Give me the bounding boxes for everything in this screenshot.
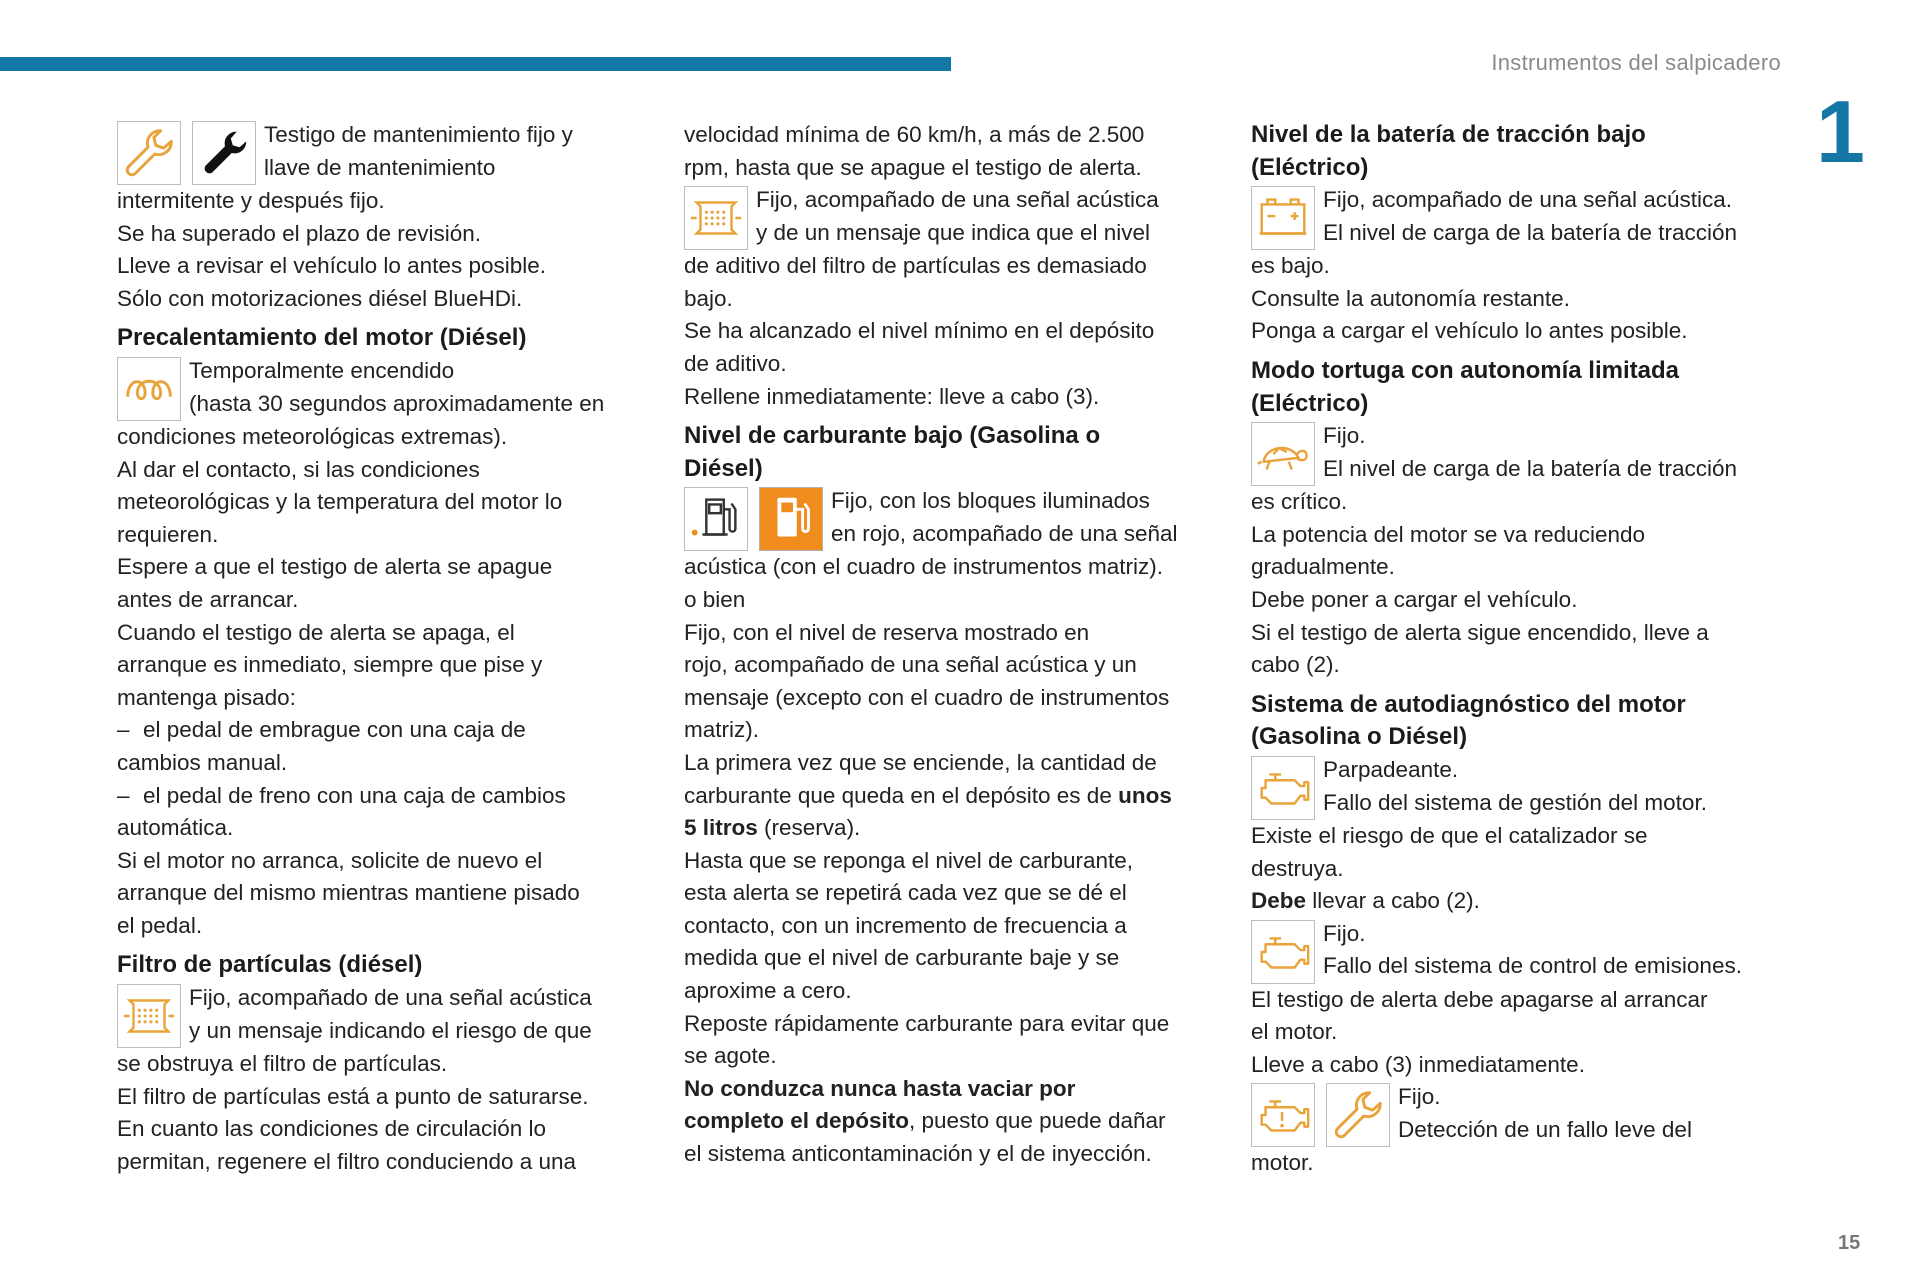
text-line: 5 litros (reserva).: [684, 815, 861, 841]
text-line: intermitente y después fijo.: [117, 188, 385, 213]
text-line: Fijo, acompañado de una señal acústica.: [1323, 187, 1733, 213]
chapter-number: 1: [1816, 82, 1865, 181]
text-line: Hasta que se reponga el nivel de carburante,: [684, 847, 1134, 873]
text-line: El testigo de alerta debe apagarse al arrancar: [1251, 986, 1708, 1012]
text-line: requieren.: [117, 521, 219, 547]
text-line: rpm, hasta que se apague el testigo de alerta.: [684, 154, 1142, 180]
text-line: La potencia del motor se va reduciendo: [1251, 521, 1646, 547]
text-line: Detección de un fallo leve del: [1398, 1117, 1692, 1143]
text-line: Fijo, con el nivel de reserva mostrado en: [684, 619, 1090, 645]
text-line: Existe el riesgo de que el catalizador se: [1251, 822, 1648, 848]
text-line: de aditivo.: [684, 350, 787, 376]
text-line: y de un mensaje que indica que el nivel: [756, 219, 1151, 245]
turtle-icons: [1251, 422, 1315, 486]
text-line: Reposte rápidamente carburante para evitar que: [684, 1010, 1170, 1036]
text-line: Rellene inmediatamente: lleve a cabo (3).: [684, 383, 1100, 409]
text-line: rojo, acompañado de una señal acústica y un: [684, 652, 1137, 678]
text-line: No conduzca nunca hasta vaciar por: [684, 1075, 1076, 1101]
text-line: Debe llevar a cabo (2).: [1251, 888, 1480, 914]
engine-icon: [1251, 756, 1315, 820]
text-line: permitan, regenere el filtro conduciendo a una: [117, 1148, 577, 1174]
battery-low-icon: [1251, 186, 1315, 250]
text-line: en rojo, acompañado de una señal: [831, 520, 1178, 546]
text-line: Fallo del sistema de control de emisiones.: [1323, 953, 1742, 979]
text-line: el pedal.: [117, 912, 203, 938]
text-line: se agote.: [684, 1043, 777, 1069]
column-2: [684, 119, 1219, 1171]
text-line: destruya.: [1251, 855, 1344, 881]
text-line: mensaje (excepto con el cuadro de instrumentos: [684, 684, 1170, 710]
column-1: [117, 119, 652, 1178]
particle-filter-icon: [684, 186, 748, 250]
wrench-outline-icon: [1326, 1083, 1390, 1147]
text-line: cabo (2).: [1251, 652, 1340, 678]
heading-battery-low: Nivel de la batería de tracción bajo (Eléctrico): [1251, 121, 1646, 181]
obd-fixed-icons: [1251, 920, 1315, 984]
text-line: o bien: [684, 586, 746, 612]
text-line: es crítico.: [1251, 489, 1348, 515]
text-line: completo el depósito, puesto que puede dañar: [684, 1108, 1166, 1134]
heading-fuel-low: Nivel de carburante bajo (Gasolina o Diésel): [684, 422, 1101, 482]
fuel-icons: [684, 487, 823, 551]
text-line: antes de arrancar.: [117, 586, 299, 612]
text-line: acústica (con el cuadro de instrumentos matriz).: [684, 554, 1163, 580]
fuel-pump-outline-icon: [684, 487, 748, 551]
text-line: Se ha alcanzado el nivel mínimo en el depósito: [684, 318, 1155, 344]
minor-fault-icons: [1251, 1083, 1390, 1147]
text-line: de aditivo del filtro de partículas es demasiado: [684, 253, 1147, 279]
heading-engine-diagnostics: Sistema de autodiagnóstico del motor (Gasolina o Diésel): [1251, 690, 1686, 751]
text-line: Parpadeante.: [1323, 756, 1459, 782]
glow-plug-icon: [117, 357, 181, 421]
text-line: automática.: [117, 815, 234, 841]
text-line: Consulte la autonomía restante.: [1251, 285, 1570, 311]
text-line: Fijo, con los bloques iluminados: [831, 488, 1150, 514]
text-line: Se ha superado el plazo de revisión.: [117, 220, 481, 246]
text-line: Si el motor no arranca, solicite de nuevo el: [117, 847, 543, 873]
text-line: Sólo con motorizaciones diésel BlueHDi.: [117, 285, 523, 311]
engine-icon: [1251, 920, 1315, 984]
text-line: Fijo, acompañado de una señal acústica: [756, 187, 1159, 213]
text-line: bajo.: [684, 285, 733, 311]
text-line: el sistema anticontaminación y el de inyección.: [684, 1141, 1152, 1167]
text-line: arranque es inmediato, siempre que pise y: [117, 652, 543, 678]
text-line: El nivel de carga de la batería de tracción: [1323, 455, 1737, 481]
text-line: Fijo.: [1323, 423, 1366, 449]
text-line: el motor.: [1251, 1019, 1338, 1045]
text-line: (hasta 30 segundos aproximadamente en: [189, 390, 605, 416]
fuel-pump-orange-icon: [759, 487, 823, 551]
particle-filter-icon: [117, 984, 181, 1048]
text-line: aproxime a cero.: [684, 978, 852, 1004]
text-line: llave de mantenimiento: [264, 154, 496, 180]
list-item: – el pedal de freno con una caja de cambios: [117, 780, 652, 813]
text-line: Lleve a cabo (3) inmediatamente.: [1251, 1051, 1585, 1077]
page-number: 15: [1838, 1232, 1861, 1254]
wrench-outline-icon: [117, 121, 181, 185]
text-line: y un mensaje indicando el riesgo de que: [189, 1017, 592, 1043]
text-line: El nivel de carga de la batería de tracción: [1323, 219, 1737, 245]
section-title: Instrumentos del salpicadero: [1491, 50, 1781, 75]
text-line: Temporalmente encendido: [189, 357, 455, 383]
list-item: – el pedal de embrague con una caja de: [117, 714, 652, 747]
text-line: se obstruya el filtro de partículas.: [117, 1051, 448, 1077]
text-line: Fallo del sistema de gestión del motor.: [1323, 789, 1707, 815]
column-3: [1251, 119, 1786, 1180]
text-line: Cuando el testigo de alerta se apaga, el: [117, 619, 515, 645]
text-line: condiciones meteorológicas extremas).: [117, 423, 508, 449]
text-line: cambios manual.: [117, 749, 288, 775]
text-line: gradualmente.: [1251, 554, 1395, 580]
text-line: Fijo.: [1398, 1084, 1441, 1110]
dpf-icons: [117, 984, 181, 1048]
list-dash: –: [117, 782, 130, 808]
text-line: Si el testigo de alerta sigue encendido, lleve a: [1251, 619, 1709, 645]
engine-alert-icon: [1251, 1083, 1315, 1147]
text-line: arranque del mismo mientras mantiene pisado: [117, 880, 580, 906]
preheat-icons: [117, 357, 181, 421]
obd-blink-icons: [1251, 756, 1315, 820]
text-line: En cuanto las condiciones de circulación lo: [117, 1116, 547, 1142]
heading-particle-filter: Filtro de partículas (diésel): [117, 951, 423, 979]
text-line: Al dar el contacto, si las condiciones: [117, 456, 480, 482]
text-line: esta alerta se repetirá cada vez que se dé el: [684, 880, 1127, 906]
text-line: medida que el nivel de carburante baje y se: [684, 945, 1120, 971]
text-line: motor.: [1251, 1150, 1314, 1176]
text-line: Lleve a revisar el vehículo lo antes posible.: [117, 253, 546, 279]
text-line: Testigo de mantenimiento fijo y: [264, 122, 573, 147]
text-line: Espere a que el testigo de alerta se apague: [117, 554, 553, 580]
text-line: velocidad mínima de 60 km/h, a más de 2.500: [684, 122, 1145, 147]
text-line: matriz).: [684, 717, 759, 743]
text-line: Fijo.: [1323, 920, 1366, 946]
heading-preheating: Precalentamiento del motor (Diésel): [117, 324, 527, 352]
text-line: es bajo.: [1251, 253, 1330, 279]
additive-icons: [684, 186, 748, 250]
text-line: Fijo, acompañado de una señal acústica: [189, 985, 592, 1011]
text-line: La primera vez que se enciende, la cantidad de: [684, 749, 1157, 775]
text-line: contacto, con un incremento de frecuencia a: [684, 912, 1127, 938]
wrench-solid-icon: [192, 121, 256, 185]
text-line: Ponga a cargar el vehículo lo antes posible.: [1251, 318, 1688, 344]
text-line: mantenga pisado:: [117, 684, 296, 710]
battery-icons: [1251, 186, 1315, 250]
maintenance-icons: [117, 121, 256, 185]
list-dash: –: [117, 717, 130, 743]
heading-turtle-mode: Modo tortuga con autonomía limitada (Eléctrico): [1251, 356, 1679, 417]
text-line: El filtro de partículas está a punto de saturarse.: [117, 1083, 589, 1109]
text-line: meteorológicas y la temperatura del motor lo: [117, 489, 563, 515]
turtle-icon: [1251, 422, 1315, 486]
text-line: Debe poner a cargar el vehículo.: [1251, 586, 1578, 612]
text-line: carburante que queda en el depósito es de unos: [684, 782, 1172, 808]
header-accent-bar: [0, 57, 951, 71]
